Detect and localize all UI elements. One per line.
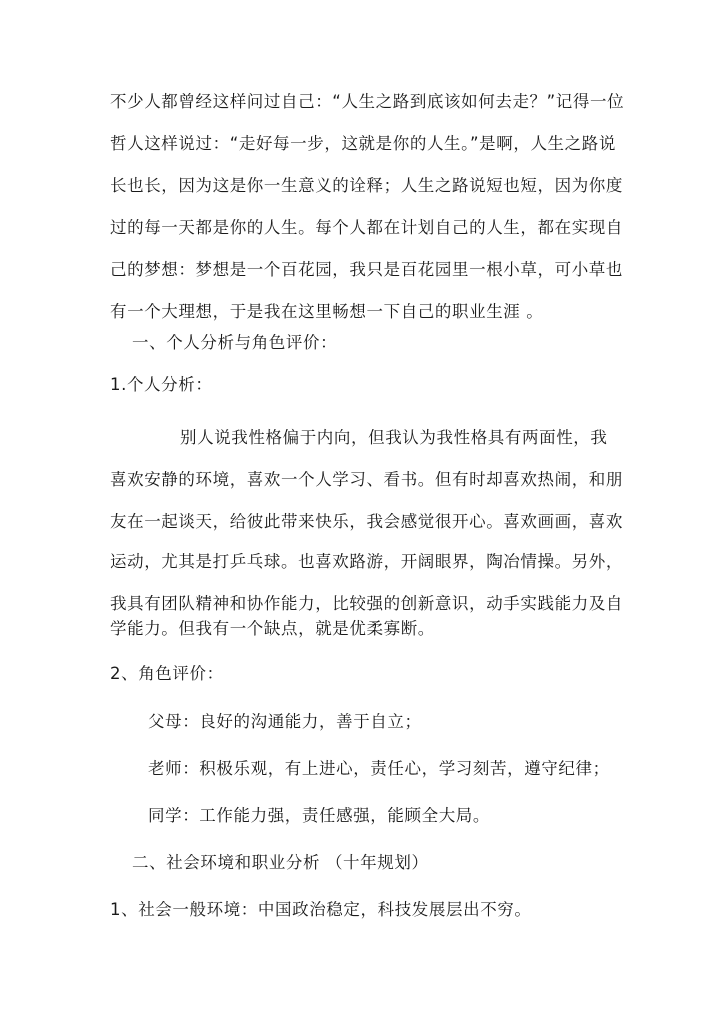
paragraph-line: 别人说我性格偏于内向，但我认为我性格具有两面性，我 bbox=[180, 428, 608, 447]
role-evaluation-teachers: 老师：积极乐观，有上进心，责任心，学习刻苦，遵守纪律； bbox=[148, 759, 610, 778]
intro-line: 不少人都曾经这样问过自己：“人生之路到底该如何去走？”记得一位 bbox=[110, 92, 625, 111]
role-evaluation-parents: 父母：良好的沟通能力，善于自立； bbox=[148, 712, 422, 731]
social-environment-item: 1、社会一般环境：中国政治稳定，科技发展层出不穷。 bbox=[110, 900, 532, 919]
section-heading-personal-analysis: 一、个人分析与角色评价： bbox=[132, 333, 338, 352]
intro-line: 过的每一天都是你的人生。每个人都在计划自己的人生，都在实现自 bbox=[110, 218, 623, 237]
intro-line: 长也长，因为这是你一生意义的诠释；人生之路说短也短，因为你度 bbox=[110, 176, 623, 195]
section-heading-social-environment: 二、社会环境和职业分析 （十年规划） bbox=[132, 853, 429, 872]
paragraph-line: 喜欢安静的环境，喜欢一个人学习、看书。但有时却喜欢热闹，和朋 bbox=[110, 470, 623, 489]
intro-line: 有一个大理想，于是我在这里畅想一下自己的职业生涯 。 bbox=[110, 302, 544, 321]
subsection-heading-role-evaluation: 2、角色评价： bbox=[110, 664, 224, 683]
paragraph-line: 友在一起谈天，给彼此带来快乐，我会感觉很开心。喜欢画画，喜欢 bbox=[110, 512, 623, 531]
role-evaluation-classmates: 同学：工作能力强，责任感强，能顾全大局。 bbox=[148, 806, 490, 825]
paragraph-line: 学能力。但我有一个缺点，就是优柔寡断。 bbox=[110, 619, 435, 638]
subsection-heading-personal-analysis: 1.个人分析： bbox=[110, 375, 213, 394]
intro-line: 己的梦想：梦想是一个百花园，我只是百花园里一根小草，可小草也 bbox=[110, 260, 623, 279]
intro-line: 哲人这样说过：“走好每一步，这就是你的人生。”是啊，人生之路说 bbox=[110, 134, 616, 153]
paragraph-line: 我具有团队精神和协作能力，比较强的创新意识，动手实践能力及自 bbox=[110, 594, 623, 613]
paragraph-line: 运动，尤其是打乒乓球。也喜欢路游，开阔眼界，陶冶情操。另外， bbox=[110, 552, 623, 571]
